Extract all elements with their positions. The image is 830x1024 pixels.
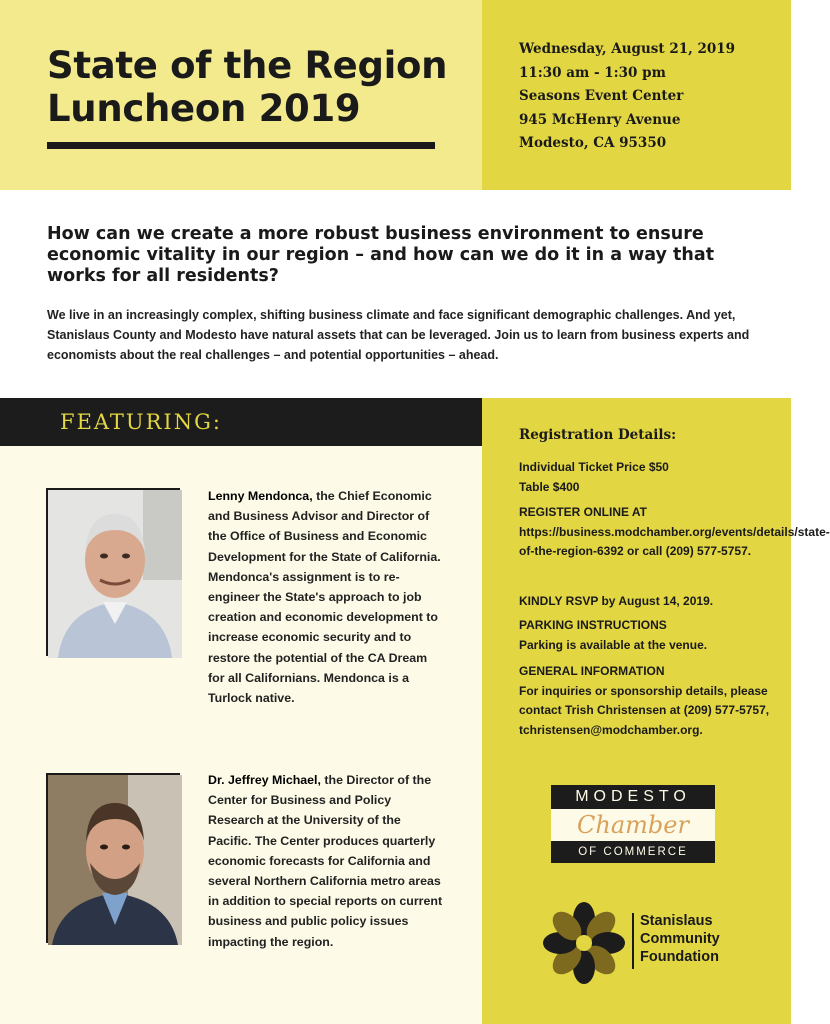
title-line-1: State of the Region [47,44,448,87]
intro-question: How can we create a more robust business environment to ensure economic vitality in our region – and how can we do it in a way that works for all residents? [47,224,715,286]
parking-section [519,616,779,655]
chamber-logo-bottom: OF COMMERCE [551,841,715,863]
chamber-logo-top: MODESTO [551,785,715,809]
event-city: Modesto, CA 95350 [519,135,667,151]
parking-body: Parking is available at the venue. [519,637,708,652]
foundation-divider [632,913,634,969]
speaker-photo-mendonca [46,488,180,656]
intro-body: We live in an increasingly complex, shifting business climate and face significant demographic challenges. And yet, Stanislaus County and Modesto have natural assets that can be leveraged. Join us to learn from business experts and economists about the real challenges – and potential opportunities – ahead. [47,308,750,362]
page-title [47,44,467,130]
speaker-bio-michael [208,770,443,952]
speaker-photo-michael [46,773,180,943]
speaker-description-mendonca: the Chief Economic and Business Advisor and Director of the Office of Business and Economic Development for the State of California. Mendonca's assignment is to re-engineer the State's approach to job creation and economic development to increase economic security and to restore the potential of the CA Dream for all Californians. Mendonca is a Turlock native. [208,489,441,706]
general-info-heading: GENERAL INFORMATION [519,664,665,678]
featuring-label: FEATURING: [60,410,222,434]
rsvp-deadline: KINDLY RSVP by August 14, 2019. [519,594,714,608]
table-price: Table $400 [519,479,580,494]
portrait-icon [48,775,182,945]
event-date: Wednesday, August 21, 2019 [519,41,736,57]
event-street: 945 McHenry Avenue [519,111,681,128]
speaker-name-mendonca: Lenny Mendonca, [208,489,313,503]
chamber-logo-script: Chamber [551,809,715,841]
portrait-icon [48,490,182,658]
registration-title: Registration Details: [519,427,677,443]
title-underline [47,142,435,149]
foundation-line-2: Community [640,931,720,947]
event-details [519,38,784,156]
foundation-line-3: Foundation [640,949,719,965]
foundation-line-1: Stanislaus [640,913,713,929]
speaker-bio-mendonca [208,486,443,708]
registration-prices [519,458,779,497]
register-online-text: REGISTER ONLINE AT https://business.modchamber.org/events/details/state-of-the-region-6392 or call (209) 577-5757. [519,505,830,558]
modesto-chamber-logo [551,785,715,865]
general-info-body: For inquiries or sponsorship details, please contact Trish Christensen at (209) 577-5757, tchristensen@modchamber.org. [519,683,770,737]
general-info-section [519,662,779,740]
event-time: 11:30 am - 1:30 pm [519,64,666,81]
stanislaus-foundation-wordmark [640,912,720,966]
speaker-name-michael: Dr. Jeffrey Michael, [208,773,321,787]
speaker-description-michael: the Director of the Center for Business and Policy Research at the University of the Pacific. The Center produces quarterly economic forecasts for California and several Northern California metro areas in addition to special reports on current business and public policy issues impacting the region. [208,773,443,949]
event-venue: Seasons Event Center [519,88,684,104]
ticket-price: Individual Ticket Price $50 [519,460,669,474]
pinwheel-flower-icon [541,900,627,986]
title-line-2: Luncheon 2019 [47,87,361,130]
parking-heading: PARKING INSTRUCTIONS [519,618,667,632]
